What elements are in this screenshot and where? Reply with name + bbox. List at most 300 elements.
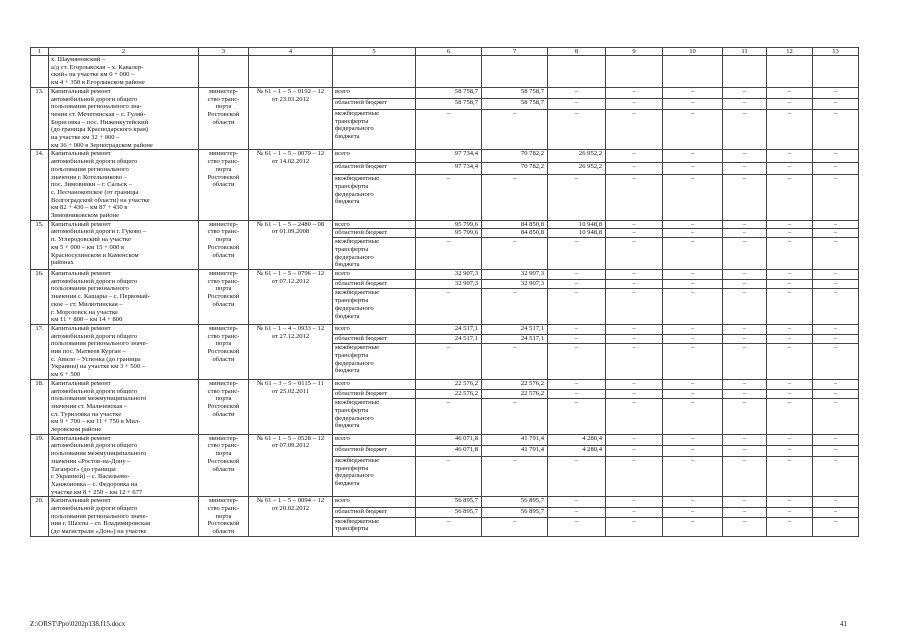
amount-col-9: – [606,109,663,150]
amount-col-10: – [663,517,723,536]
amount-col-8: – [548,497,606,507]
customer [199,87,249,150]
customer-line: министер- [209,379,238,387]
funding-source-line: трансферты [335,352,369,360]
amount-col-8: – [548,175,606,220]
continuation-num-cell [31,56,49,88]
object-description [49,87,199,150]
amount-col-9: – [606,324,663,334]
amount-col-7: – [482,399,548,435]
customer-line: ство транс- [207,158,240,166]
amount-col-11: – [723,279,767,289]
amount-col-7: 22 576,2 [482,389,548,399]
customer-line: Ростовской [207,457,240,465]
column-number-header: 12 [767,48,813,56]
funding-source-line: федерального [335,414,374,422]
column-number-header: 5 [333,48,416,56]
amount-col-8: – [548,517,606,536]
funding-source [333,87,416,98]
customer-line: ство транс- [207,332,240,340]
amount-col-13: – [813,324,859,334]
continuation-empty-cell [606,56,663,88]
amount-col-13: – [813,98,859,109]
amount-col-12: – [767,497,813,507]
financing-table [30,47,859,537]
object-description [49,269,199,324]
customer-line: ство транс- [207,228,240,236]
funding-source-line: бюджета [335,261,360,269]
amount-col-12: – [767,150,813,162]
amount-col-7: 24 517,1 [482,334,548,344]
amount-col-13: – [813,517,859,536]
object-description [49,324,199,379]
amount-col-13: – [813,344,859,380]
expertise-document-line: № 61 – 1 – 4 – 0933 – 12 [256,324,325,332]
funding-source-line: всего [335,150,350,158]
amount-col-10: – [663,289,723,325]
funding-source [333,229,416,238]
amount-col-9: – [606,289,663,325]
object-description-line: Капитальный ремонт [51,497,111,505]
object-description-line: (до границы Краснодарского края) [51,126,149,134]
customer-line: министер- [209,324,238,332]
amount-col-8: 10 948,8 [548,220,606,229]
amount-col-10: – [663,334,723,344]
amount-col-12: – [767,399,813,435]
amount-col-7: – [482,109,548,150]
customer [199,434,249,497]
amount-col-9: – [606,229,663,238]
amount-col-8: – [548,379,606,389]
amount-col-8: 4 280,4 [548,445,606,456]
amount-col-11: – [723,399,767,435]
total-cost: 24 517,1 [416,324,482,334]
amount-col-11: – [723,150,767,162]
amount-col-8: – [548,238,606,270]
object-description-line: Украины) на участке км 3 + 500 – [51,363,146,371]
object-description-line: пользования межмуниципального [51,395,147,403]
object-description-line: леровском районе [51,426,102,434]
amount-col-9: – [606,507,663,517]
customer-line: министер- [209,269,238,277]
amount-col-7: – [482,517,548,536]
object-description-line: Капитальный ремонт [51,434,111,442]
amount-col-11: – [723,229,767,238]
funding-source-line: областной бюджет [335,229,388,237]
customer-line: порта [215,395,232,403]
object-description-line: Волгоградской области) на участке [51,196,150,204]
customer-line: области [212,118,235,126]
object-description-line: автомобильной дороги г. Гуково – [51,228,147,236]
amount-col-11: – [723,289,767,325]
total-cost: – [416,175,482,220]
object-description-line: ское – ст. Милютинская – [51,300,123,308]
total-cost: 46 071,8 [416,445,482,456]
amount-col-10: – [663,162,723,174]
amount-col-11: – [723,109,767,150]
funding-source-line: трансферты [335,406,369,414]
amount-col-12: – [767,109,813,150]
object-description-line: сл. Туриловка на участке [51,410,122,418]
table-row [31,497,859,507]
amount-col-12: – [767,344,813,380]
funding-source [333,517,416,536]
record-number: 19. [31,434,49,497]
object-description-line: Капитальный ремонт [51,87,111,95]
total-cost: 32 907,3 [416,269,482,279]
object-description-line: значения г. Котельниково – [51,173,127,181]
amount-col-11: – [723,269,767,279]
continuation-customer-cell [199,56,249,88]
amount-col-13: – [813,389,859,399]
continuation-row [31,56,859,88]
object-description-line: Зимовниковском районе [51,212,120,220]
amount-col-9: – [606,334,663,344]
expertise-document [249,379,333,434]
funding-source-line: областной бюджет [335,507,388,515]
customer-line: министер- [209,87,238,95]
object-description-line: чения ст. Мечетинская – с. Гуляй- [51,110,146,118]
total-cost: 97 734,4 [416,162,482,174]
amount-col-9: – [606,162,663,174]
amount-col-13: – [813,434,859,445]
funding-source-line: областной бюджет [335,334,388,342]
amount-col-10: – [663,220,723,229]
column-number-header: 11 [723,48,767,56]
amount-col-12: – [767,279,813,289]
funding-source-line: бюджета [335,479,360,487]
amount-col-12: – [767,434,813,445]
amount-col-11: – [723,379,767,389]
amount-col-8: – [548,98,606,109]
amount-col-7: – [482,289,548,325]
object-description-line: пользования межмуниципального [51,450,147,458]
object-description-line: с. Авило – Успенка (до границы [51,355,141,363]
funding-source-line: федерального [335,253,374,261]
continuation-empty-cell [416,56,482,88]
object-description-line: участке км 8 + 250 – км 12 + 677 [51,488,143,496]
amount-col-7: 32 907,3 [482,279,548,289]
table-row [31,269,859,279]
funding-source [333,220,416,229]
amount-col-13: – [813,399,859,435]
amount-col-7: – [482,456,548,497]
amount-col-11: – [723,162,767,174]
expertise-document [249,434,333,497]
amount-col-10: – [663,434,723,445]
customer-line: порта [215,165,232,173]
funding-source [333,507,416,517]
customer-line: порта [215,512,232,520]
amount-col-10: – [663,399,723,435]
funding-source-line: областной бюджет [335,162,388,170]
customer [199,220,249,269]
amount-col-10: – [663,324,723,334]
total-cost: 46 071,8 [416,434,482,445]
object-description-line: Капитальный ремонт [51,379,111,387]
total-cost: – [416,344,482,380]
customer-line: области [212,355,235,363]
funding-source-line: межбюджетные [335,456,380,464]
continuation-empty-cell [663,56,723,88]
expertise-document-line: от 23.03.2012 [271,95,310,103]
customer-line: порта [215,285,232,293]
funding-source [333,150,416,162]
funding-source-line: всего [335,269,350,277]
customer-line: порта [215,340,232,348]
customer-line: области [212,181,235,189]
amount-col-13: – [813,289,859,325]
funding-source-line: всего [335,324,350,332]
funding-source [333,279,416,289]
object-description-line: автомобильной дороги общего [51,95,138,103]
object-description-line: Ханжоновка – с. Федоровка на [51,480,138,488]
expertise-document-line: от 20.02.2012 [271,505,310,513]
expertise-document-line: № 61 – 1 – 5 – 0528 – 12 [256,434,325,442]
object-description-line: с Украиной) – с. Васильево- [51,473,130,481]
total-cost: – [416,399,482,435]
table-row [31,379,859,389]
expertise-document-line: № 61 – 1 – 5 – 0192 – 12 [256,87,325,95]
amount-col-12: – [767,456,813,497]
expertise-document [249,220,333,269]
object-description-line: км 5 + 000 – км 15 + 000 в [51,243,125,251]
object-description-line: х. Шаумяновский – [51,56,106,63]
table-row [31,150,859,162]
object-description-line: автомобильной дороги общего [51,332,138,340]
funding-source [333,497,416,507]
amount-col-8: – [548,109,606,150]
customer-line: министер- [209,150,238,158]
amount-col-7: 70 782,2 [482,162,548,174]
amount-col-7: 56 895,7 [482,507,548,517]
continuation-source-cell [333,56,416,88]
amount-col-13: – [813,445,859,456]
amount-col-11: – [723,389,767,399]
table-row [31,434,859,445]
amount-col-13: – [813,456,859,497]
amount-col-13: – [813,109,859,150]
object-description-line: км 4 + 350 в Егорлыкском районе [51,79,145,87]
column-number-header: 6 [416,48,482,56]
funding-source-line: областной бюджет [335,445,388,453]
funding-source-line: областной бюджет [335,279,388,287]
customer-line: области [212,528,235,536]
amount-col-7: 84 850,8 [482,229,548,238]
customer-line: министер- [209,434,238,442]
funding-source-line: трансферты [335,245,369,253]
customer-line: Ростовской [207,243,240,251]
customer-line: порта [215,450,232,458]
amount-col-10: – [663,379,723,389]
funding-source-line: федерального [335,359,374,367]
expertise-document-line: от 01.09.2008 [271,228,310,236]
amount-col-12: – [767,334,813,344]
amount-col-9: – [606,279,663,289]
object-description-line: пользования регионального зна- [51,103,142,111]
expertise-document-line: от 25.02.2011 [271,387,310,395]
amount-col-8: – [548,324,606,334]
column-number-header-row [31,48,859,56]
amount-col-8: – [548,456,606,497]
amount-col-13: – [813,87,859,98]
amount-col-13: – [813,162,859,174]
object-description-line: автомобильной дороги общего [51,505,138,513]
funding-source-line: трансферты [335,297,369,305]
column-number-header: 8 [548,48,606,56]
amount-col-8: – [548,87,606,98]
funding-source [333,238,416,270]
amount-col-7: 32 907,3 [482,269,548,279]
total-cost: 22 576,2 [416,389,482,399]
amount-col-12: – [767,87,813,98]
amount-col-9: – [606,434,663,445]
amount-col-11: – [723,497,767,507]
amount-col-12: – [767,445,813,456]
amount-col-9: – [606,517,663,536]
funding-source [333,324,416,334]
column-number-header: 10 [663,48,723,56]
funding-source [333,389,416,399]
amount-col-12: – [767,162,813,174]
amount-col-12: – [767,220,813,229]
object-description-line: г. Морозовск на участке [51,308,118,316]
total-cost: – [416,109,482,150]
object-description-line: Капитальный ремонт [51,324,111,332]
amount-col-11: – [723,175,767,220]
funding-source-line: межбюджетные [335,344,380,352]
object-description-line: км 6 + 500 [51,371,81,379]
object-description-line: пользования регионального [51,165,129,173]
amount-col-13: – [813,279,859,289]
expertise-document-line: от 07.12.2012 [271,277,310,285]
amount-col-13: – [813,238,859,270]
amount-col-12: – [767,324,813,334]
amount-col-11: – [723,434,767,445]
customer [199,324,249,379]
amount-col-12: – [767,379,813,389]
continuation-empty-cell [482,56,548,88]
amount-col-10: – [663,238,723,270]
customer-line: ство транс- [207,387,240,395]
amount-col-8: – [548,269,606,279]
object-description-line: пользования регионального значе- [51,340,148,348]
amount-col-11: – [723,238,767,270]
amount-col-11: – [723,87,767,98]
record-number: 14. [31,150,49,220]
amount-col-9: – [606,220,663,229]
object-description-line: автомобильной дороги общего [51,442,138,450]
amount-col-12: – [767,507,813,517]
object-description-line: км 9 + 700 – км 11 + 750 в Мил- [51,418,141,426]
funding-source-line: межбюджетные [335,175,380,183]
amount-col-7: – [482,344,548,380]
customer-line: министер- [209,220,238,228]
total-cost: 58 758,7 [416,98,482,109]
continuation-empty-cell [723,56,767,88]
amount-col-13: – [813,334,859,344]
amount-col-9: – [606,389,663,399]
object-description-line: Капитальный ремонт [51,269,111,277]
customer [199,150,249,220]
funding-source [333,175,416,220]
customer-line: министер- [209,497,238,505]
amount-col-13: – [813,150,859,162]
expertise-document [249,269,333,324]
funding-source [333,456,416,497]
funding-source [333,399,416,435]
funding-source-line: бюджета [335,367,360,375]
funding-source-line: федерального [335,304,374,312]
column-number-header: 1 [31,48,49,56]
funding-source [333,162,416,174]
expertise-document-line: от 14.02.2012 [271,158,310,166]
funding-source-line: всего [335,434,350,442]
customer-line: ство транс- [207,442,240,450]
amount-col-10: – [663,445,723,456]
customer-line: области [212,410,235,418]
object-description-line: (до магистрали «Дон») на участке [51,528,147,536]
object-description-line: пос. Зимовники – г. Сальск – [51,181,133,189]
object-description-line: Борисовка – пос. Ниженкутейский [51,118,149,126]
funding-source-line: межбюджетные [335,399,380,407]
column-number-header: 7 [482,48,548,56]
expertise-document [249,497,333,537]
funding-source [333,98,416,109]
amount-col-11: – [723,334,767,344]
expertise-document-line: № 61 – 1 – 5 – 0079 – 12 [256,150,325,158]
funding-source [333,344,416,380]
amount-col-10: – [663,175,723,220]
record-number: 17. [31,324,49,379]
object-description [49,379,199,434]
amount-col-9: – [606,497,663,507]
funding-source-line: всего [335,220,350,228]
customer-line: порта [215,236,232,244]
amount-col-8: 26 952,2 [548,162,606,174]
continuation-empty-cell [813,56,859,88]
object-description-line: с. Песчанокопское (от границы [51,188,139,196]
amount-col-10: – [663,389,723,399]
amount-col-10: – [663,150,723,162]
record-number: 13. [31,87,49,150]
column-number-header: 4 [249,48,333,56]
amount-col-12: – [767,229,813,238]
expertise-document [249,150,333,220]
amount-col-7: 24 517,1 [482,324,548,334]
record-number: 20. [31,497,49,537]
total-cost: – [416,517,482,536]
funding-source-line: трансферты [335,117,369,125]
total-cost: 58 758,7 [416,87,482,98]
object-description-line: км 11 + 800 – км 14 + 800 [51,316,123,324]
amount-col-7: 41 791,4 [482,434,548,445]
funding-source [333,379,416,389]
customer-line: Ростовской [207,110,240,118]
amount-col-7: 84 850,8 [482,220,548,229]
customer-line: Ростовской [207,173,240,181]
amount-col-12: – [767,269,813,279]
amount-col-13: – [813,229,859,238]
funding-source-line: межбюджетные [335,109,380,117]
object-description-line: на участке км 32 + 000 – [51,134,120,142]
funding-source [333,269,416,279]
amount-col-10: – [663,497,723,507]
object-description-line: значения ст. Мальчевская – [51,402,128,410]
amount-col-10: – [663,109,723,150]
funding-source-line: межбюджетные [335,289,380,297]
amount-col-8: – [548,289,606,325]
